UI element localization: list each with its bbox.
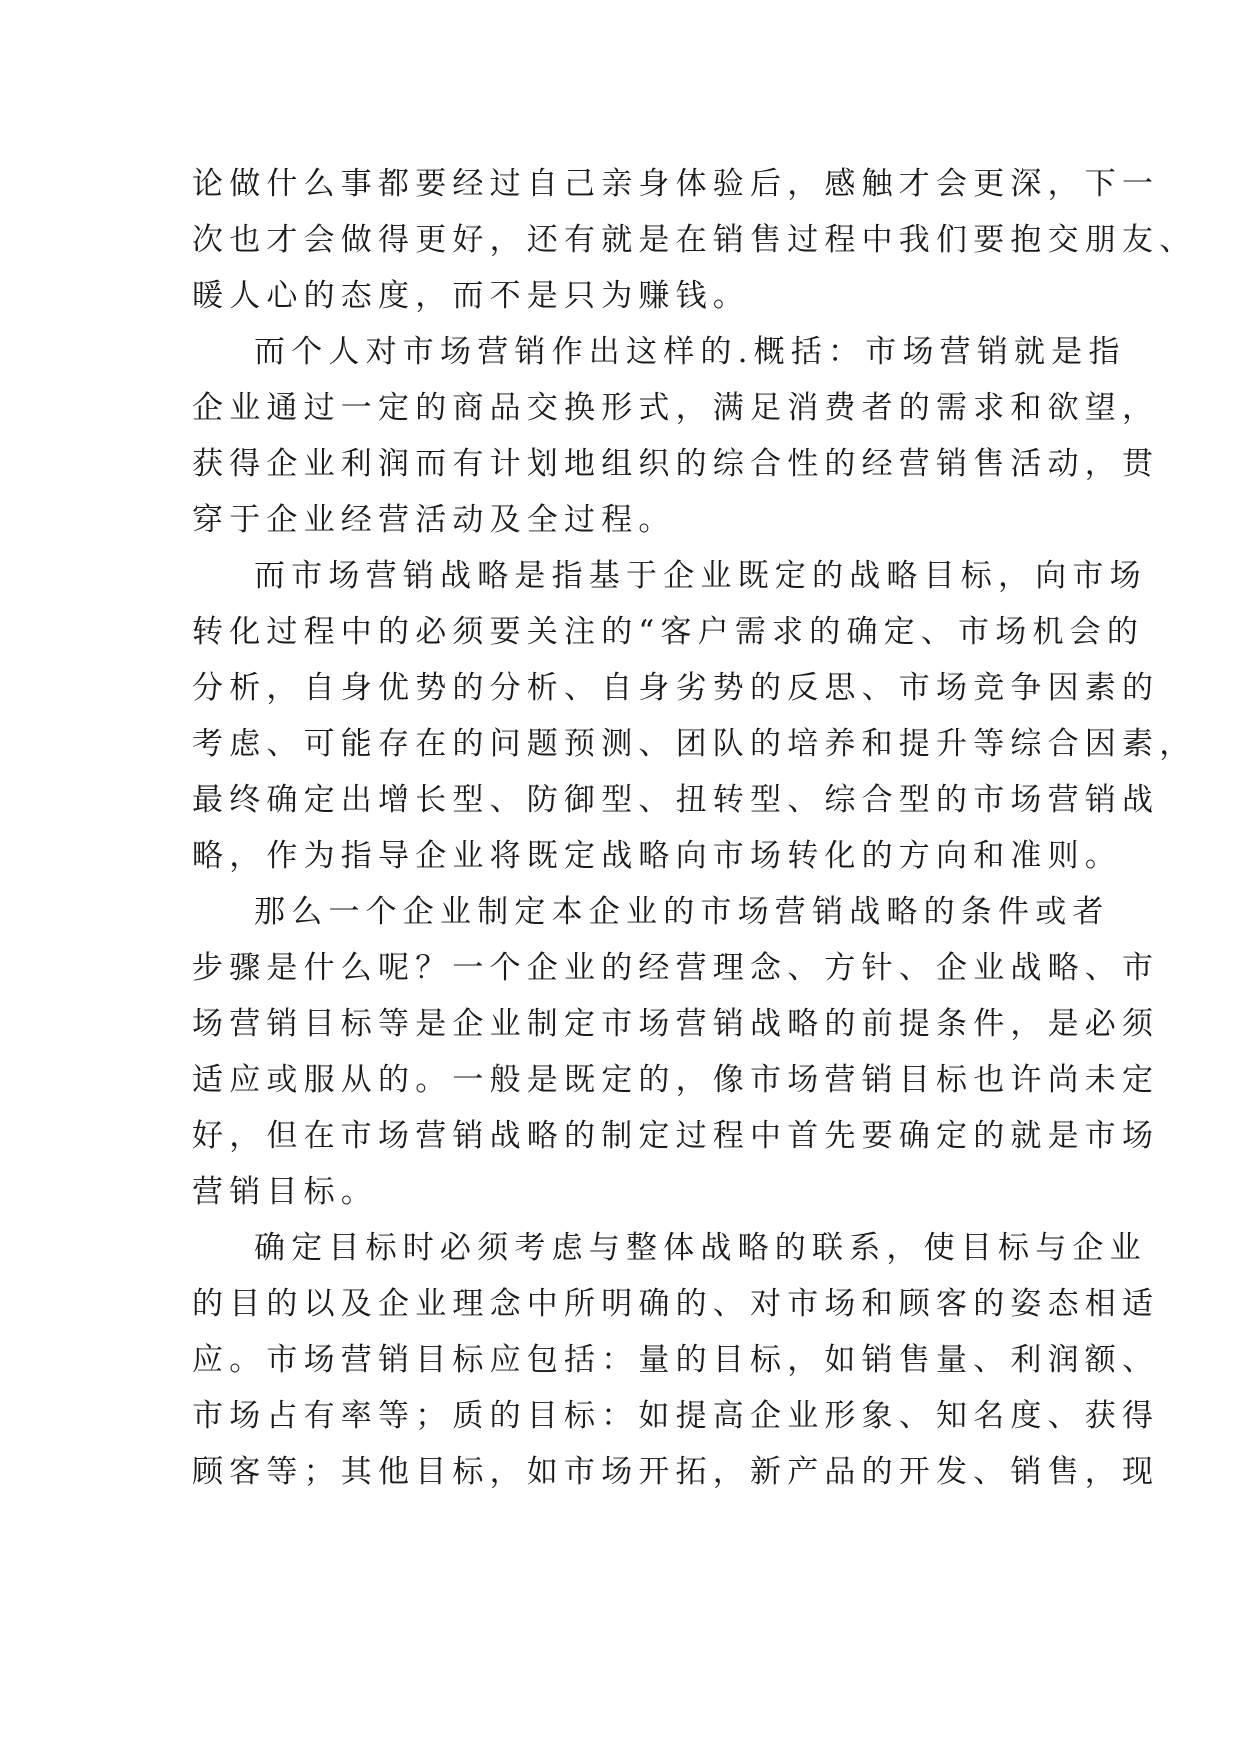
text-line: 的目的以及企业理念中所明确的、对市场和顾客的姿态相适 bbox=[192, 1286, 1160, 1322]
text-line: 获得企业利润而有计划地组织的综合性的经营销售活动，贯 bbox=[192, 446, 1160, 482]
body-text bbox=[192, 156, 1197, 1500]
text-line: 应。市场营销目标应包括：量的目标，如销售量、利润额、 bbox=[192, 1342, 1160, 1378]
text-line: 穿于企业经营活动及全过程。 bbox=[192, 502, 676, 538]
text-line: 分析，自身优势的分析、自身劣势的反思、市场竞争因素的 bbox=[192, 670, 1160, 706]
paragraph-2 bbox=[192, 324, 1160, 548]
paragraph-1 bbox=[192, 156, 1197, 324]
text-line: 好，但在市场营销战略的制定过程中首先要确定的就是市场 bbox=[192, 1118, 1160, 1154]
text-line: 市场占有率等；质的目标：如提高企业形象、知名度、获得 bbox=[192, 1398, 1160, 1434]
text-line: 次也才会做得更好，还有就是在销售过程中我们要抱交朋友、 bbox=[192, 222, 1197, 258]
paragraph-4 bbox=[192, 884, 1160, 1220]
text-line: 而市场营销战略是指基于企业既定的战略目标，向市场 bbox=[254, 558, 1147, 594]
text-line: 营销目标。 bbox=[192, 1174, 378, 1210]
text-line: 那么一个企业制定本企业的市场营销战略的条件或者 bbox=[254, 894, 1110, 930]
text-line: 而个人对市场营销作出这样的.概括：市场营销就是指 bbox=[254, 334, 1126, 370]
text-line: 顾客等；其他目标，如市场开拓，新产品的开发、销售，现 bbox=[192, 1454, 1160, 1490]
paragraph-5 bbox=[192, 1220, 1160, 1500]
text-line: 略，作为指导企业将既定战略向市场转化的方向和准则。 bbox=[192, 838, 1122, 874]
paragraph-3 bbox=[192, 548, 1197, 884]
text-line: 转化过程中的必须要关注的“客户需求的确定、市场机会的 bbox=[192, 614, 1145, 650]
text-line: 步骤是什么呢？一个企业的经营理念、方针、企业战略、市 bbox=[192, 950, 1160, 986]
text-line: 场营销目标等是企业制定市场营销战略的前提条件，是必须 bbox=[192, 1006, 1160, 1042]
text-line: 企业通过一定的商品交换形式，满足消费者的需求和欲望， bbox=[192, 390, 1160, 426]
text-line: 适应或服从的。一般是既定的，像市场营销目标也许尚未定 bbox=[192, 1062, 1160, 1098]
text-line: 论做什么事都要经过自己亲身体验后，感触才会更深，下一 bbox=[192, 166, 1160, 202]
text-line: 确定目标时必须考虑与整体战略的联系，使目标与企业 bbox=[254, 1230, 1147, 1266]
text-line: 暖人心的态度，而不是只为赚钱。 bbox=[192, 278, 750, 314]
text-line: 考虑、可能存在的问题预测、团队的培养和提升等综合因素， bbox=[192, 726, 1197, 762]
text-line: 最终确定出增长型、防御型、扭转型、综合型的市场营销战 bbox=[192, 782, 1160, 818]
